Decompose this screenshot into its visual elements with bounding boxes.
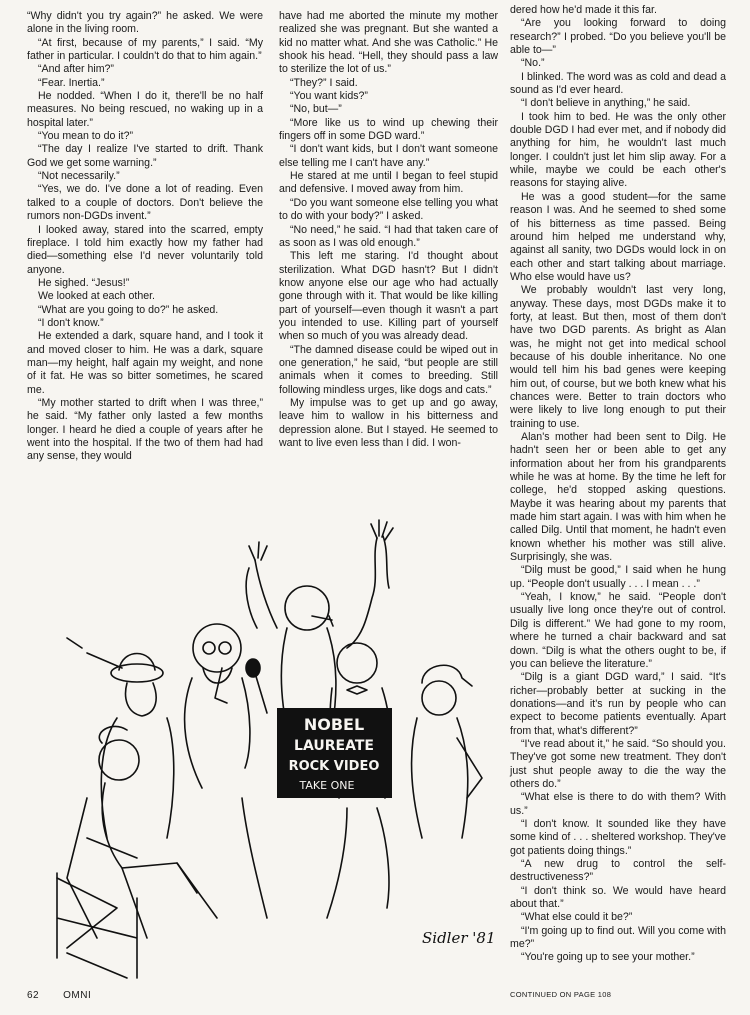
- paragraph: “My mother started to drift when I was three,” he said. “My father only lasted a few months longer. I heard he died a couple of years after he went into the hospital. If the two of them had had any sense, they would: [27, 396, 263, 463]
- paragraph: “What else could it be?”: [521, 911, 633, 924]
- paragraph: “Dilg is a giant DGD ward,” I said. “It's richer—probably better at sucking in the donations—and it's run by people who can expect to become patients eventually. Apart from that, what's different?”: [510, 671, 726, 737]
- paragraph: “The day I realize I've started to drift. Thank God we get some warning.”: [27, 143, 263, 169]
- paragraph: “Yes, we do. I've done a lot of reading. Even talked to a couple of doctors. Don't believe the rumors non-DGDs invent.”: [27, 183, 263, 223]
- page-number: 62: [27, 990, 40, 1001]
- paragraph: “You mean to do it?”: [38, 130, 134, 143]
- continued-notice: CONTINUED ON PAGE 108: [510, 990, 612, 999]
- sign-line: NOBEL: [303, 715, 365, 734]
- paragraph: “You want kids?”: [290, 90, 368, 103]
- paragraph: “What are you going to do?” he asked.: [38, 303, 219, 316]
- paragraph: We looked at each other.: [38, 290, 156, 303]
- paragraph: I took him to bed. He was the only other double DGD I had ever met, and if nobody did anything for him, he wouldn't last much longer. I couldn't just let him slip away. For a while, maybe we could be each other's reasons for staying alive.: [510, 110, 726, 190]
- text-column-3: [510, 4, 726, 965]
- paragraph: “No, but—”: [290, 103, 342, 116]
- magazine-name: OMNI: [63, 990, 92, 1001]
- paragraph: “I'm going up to find out. Will you come with me?”: [510, 924, 726, 951]
- paragraph: I blinked. The word was as cold and dead a sound as I'd ever heard.: [510, 70, 726, 97]
- cartoon-illustration: [27, 498, 496, 998]
- paragraph: “What else is there to do with them? With us.”: [510, 791, 726, 817]
- paragraph: He nodded. “When I do it, there'll be no half measures. No being rescued, no waking up in a hospital later.”: [27, 90, 263, 129]
- paragraph: “At first, because of my parents,” I said. “My father in particular. I couldn't do that to him again.”: [27, 36, 263, 63]
- sign-line: LAUREATE: [294, 738, 374, 754]
- paragraph: This left me staring. I'd thought about sterilization. What DGD hasn't? But I didn't know anyone else our age who had actually gone through with it. That would be like killing part of yourself—even though it wasn't a part you intended to use. Killing part of yourself when so much of you was already dead.: [279, 250, 498, 343]
- paragraph: “You're going up to see your mother.”: [521, 951, 695, 964]
- paragraph: dered how he'd made it this far.: [510, 4, 657, 16]
- paragraph: “More like us to wind up chewing their fingers off in some DGD ward.”: [279, 116, 498, 143]
- paragraph: “I don't think so. We would have heard about that.”: [510, 884, 726, 911]
- paragraph: I looked away, stared into the scarred, empty fireplace. I told him exactly how my father had died—something else I'd never voluntarily told anyone.: [27, 223, 263, 276]
- paragraph: “Fear. Inertia.”: [38, 76, 105, 89]
- paragraph: “The damned disease could be wiped out in one generation,” he said, “but people are still animals when it comes to breeding. Still following mindless urges, like dogs and cats.”: [279, 343, 498, 396]
- paragraph: He stared at me until I began to feel stupid and defensive. I moved away from him.: [279, 170, 498, 196]
- paragraph: “They?” I said.: [290, 76, 358, 89]
- paragraph: “I don't know.”: [38, 316, 104, 329]
- paragraph: “Dilg must be good,” I said when he hung up. “People don't usually . . . I mean . . .”: [510, 564, 726, 590]
- paragraph: “No.”: [521, 57, 545, 70]
- paragraph: He was a good student—for the same reason I was. And he seemed to shed some of his bitterness as time passed. Being around him helped me understand why, against all sanity, two DGDs would lock in on each other and start talking about marriage. Who else would have us?: [510, 190, 726, 283]
- text-column-2: [279, 10, 498, 450]
- paragraph: “No need,” he said. “I had that taken care of as soon as I was old enough.”: [279, 223, 498, 249]
- paragraph: We probably wouldn't last very long, anyway. These days, most DGDs make it to forty, at least. But then, most of them don't have two DGD parents. As bright as Alan was, he might not get into medical school because of his double inheritance. No one would tell him his bad genes were keeping him out, of course, but we both knew what his chances were. Better to train doctors who were likely to live long enough to put their training to use.: [510, 284, 726, 430]
- paragraph: He sighed. “Jesus!”: [38, 276, 130, 289]
- paragraph: “I don't want kids, but I don't want someone else telling me I can't have any.”: [279, 143, 498, 169]
- paragraph: “Yeah, I know,” he said. “People don't usually live long once they're out of control. Dilg is different.” We had gone to my room, where he turned a chair backward and sat down. “Dilg is what the others ought to be, if you can believe the literature.”: [510, 591, 726, 670]
- artist-signature: Sidler '81: [422, 929, 496, 947]
- sign-line: ROCK VIDEO: [288, 759, 380, 774]
- paragraph: “Are you looking forward to doing research?” I probed. “Do you believe you'll be able to—”: [510, 17, 726, 57]
- paragraph: “And after him?”: [38, 63, 114, 76]
- paragraph: He extended a dark, square hand, and I took it and moved closer to him. He was a dark, square man—my height, half again my weight, and none of it fat. He was so bitter sometimes, he scared me.: [27, 330, 263, 396]
- paragraph: “Do you want someone else telling you what to do with your body?” I asked.: [279, 196, 498, 223]
- paragraph: Alan's mother had been sent to Dilg. He hadn't seen her or been able to get any information about her from his grandparents while he was at home. By the time he left for college, he'd stopped asking questions. Maybe it was hearing about my parents that made him start again. I was with him when he called Dilg. Until that moment, he hadn't even known whether his mother was still alive. Surprisingly, she was.: [510, 431, 726, 564]
- text-column-1: [27, 10, 263, 464]
- paragraph: “I don't believe in anything,” he said.: [521, 97, 691, 110]
- paragraph: have had me aborted the minute my mother realized she was pregnant. But she wanted a kid no matter what. And she was Catholic.” He shook his head. “Hell, they should pass a law to sterilize the lot of us.”: [279, 10, 498, 76]
- paragraph: My impulse was to get up and go away, leave him to wallow in his bitterness and depression alone. But I stayed. He seemed to want to live even less than I did. I won-: [279, 396, 498, 449]
- paragraph: “A new drug to control the self-destructiveness?”: [510, 858, 726, 884]
- sign-line: TAKE ONE: [299, 779, 355, 792]
- paragraph: “Why didn't you try again?” he asked. We were alone in the living room.: [27, 10, 263, 36]
- page-footer: [27, 990, 115, 1001]
- paragraph: “Not necessarily.”: [38, 170, 120, 183]
- paragraph: “I've read about it,” he said. “So should you. They've got some new treatment. They don't just shut people away to die the way the others do.”: [510, 737, 726, 790]
- paragraph: “I don't know. It sounded like they have some kind of . . . sheltered workshop. They've got patients doing things.”: [510, 817, 726, 857]
- cartoon-drawing: [27, 498, 496, 998]
